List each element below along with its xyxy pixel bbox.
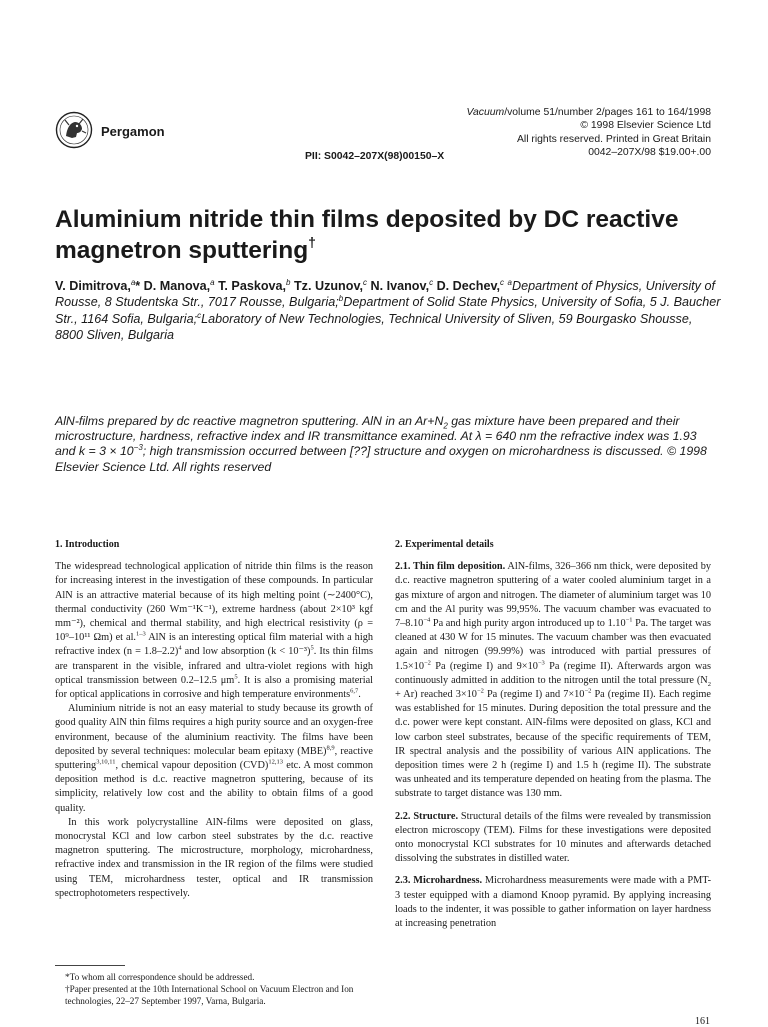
- paper-title-text: Aluminium nitride thin films deposited by DC reactive magnetron sputtering: [55, 206, 679, 264]
- section-heading-experimental: 2. Experimental details: [395, 539, 494, 550]
- paragraph-text: AlN is an interesting optical film material with a high refractive index (n = 1.8–2.2): [55, 632, 373, 658]
- citation-ref: 4: [178, 645, 182, 652]
- paragraph-text: . It is also a promising material for optical applications in corrosive and high temperature environments: [55, 674, 374, 701]
- exponent: −3: [537, 659, 545, 667]
- paragraph-text: , reactive sputtering: [55, 745, 373, 772]
- subsection-heading: 2.2. Structure.: [395, 810, 459, 822]
- footnote-divider: [55, 965, 125, 966]
- subscript: 2: [707, 680, 711, 688]
- paragraph-text: . Its thin films are transparent in the visible, infrared and ultra-violet regions with high optical transmission between 0.2–12.5 μm: [55, 646, 373, 686]
- rights-line: All rights reserved. Printed in Great Britain: [516, 133, 711, 145]
- paragraph-text: Pa (regime I) and 7×10: [483, 689, 585, 701]
- corresponding-mark: *: [135, 279, 141, 293]
- paragraph-text: Pa (regime II). Afterwards argon was continuously admitted in addition to the nitrogen until the total pressure (N: [395, 660, 711, 686]
- paragraph-text: The widespread technological application of nitride thin films is the reason for increasing interest in the investigation of these compounds. In particular AlN is an attractive material because of its high melting point (∼2400°C), thermal conductivity (260 Wm⁻¹K⁻¹), extreme hardness (about 2×10³ kgf mm⁻²), chemical and thermal stability, and high electrical resistivity (ρ = 10⁹–10¹¹ Ωm) et al.: [55, 561, 373, 644]
- author-affil-mark: a: [210, 277, 215, 287]
- paragraph-text: AlN-films, 326–366 nm thick, were deposited by d.c. reactive magnetron sputtering of a water cooled aluminium target in a gas mixture of argon and nitrogen. The diameter of aluminium target was 10 cm and the Al purity was 99,95%. The vacuum chamber was evacuated to 7–8.10: [395, 561, 712, 630]
- paragraph-text: Aluminium nitride is not an easy material to study because its growth of good quality AlN thin films requires a high purity source and an oxygen-free environment, because of the aluminium reactivity. The films have been deposited by several techniques: molecular beam epitaxy (MBE): [55, 703, 373, 757]
- abstract-text: gas mixture have been prepared and their microstructure, hardness, refractive index and IR transmittance examined. At λ = 640 nm the refractive index was 1.93 and k = 3 × 10: [55, 414, 697, 459]
- author-affil-mark: a: [130, 277, 136, 287]
- paragraph-text: Structural details of the films were revealed by transmission electron microscopy (TEM). Films for these investigations were deposited onto monocrystal KCl substrates for 10 minutes and afterwards detached dissolving the substrates in distilled water.: [395, 810, 712, 865]
- issn-line: 0042–207X/98 $19.00+.00: [588, 147, 711, 159]
- intro-paragraph-2: [55, 702, 373, 816]
- author-affil-mark: b: [286, 277, 291, 287]
- author-name: T. Paskova,: [214, 279, 287, 293]
- paragraph-text: Pa and high purity argon introduced up to 1.10: [430, 618, 626, 630]
- paragraph-text: + Ar) reached 3×10: [395, 689, 477, 701]
- footnote-correspondence: *To whom all correspondence should be addressed.: [65, 972, 255, 982]
- subsection-microhardness: [395, 874, 711, 931]
- exponent: −2: [423, 659, 431, 667]
- abstract-superscript: −3: [133, 443, 143, 453]
- affiliation-c: Laboratory of New Technologies, Technical University of Sliven, 59 Bourgasko Shousse, 8800 Sliven, Bulgaria: [55, 311, 693, 343]
- citation-ref: 5: [234, 673, 238, 681]
- citation-ref: 5: [310, 645, 314, 652]
- paper-title: [55, 204, 725, 266]
- left-column: [55, 538, 373, 901]
- section-heading-introduction: 1. Introduction: [55, 539, 120, 550]
- affiliation-mark: b: [338, 294, 344, 304]
- affiliation-mark: a: [507, 277, 512, 287]
- paragraph-text: .: [358, 689, 361, 701]
- exponent: −2: [584, 687, 592, 695]
- intro-paragraph-3: In this work polycrystalline AlN-films were deposited on glass, monocrystal KCl and low carbon steel substrates by the d.c. reactive magnetron sputtering. The microstructure, morphology, microhardness, refractive index and transmission in the IR region of the films were studied using TEM, microhardness tester, optical and IR transmission spectrophotometers respectively.: [55, 816, 373, 899]
- author-name: D. Manova,: [140, 279, 211, 293]
- affiliation-a: Department of Physics, University of Rousse, 8 Studentska Str., 7017 Rousse, Bulgaria;: [55, 279, 715, 310]
- title-footnote-mark: †: [308, 234, 316, 250]
- citation-ref: 3,10,11: [96, 758, 116, 766]
- footnotes: [55, 971, 375, 1007]
- journal-volume-pages: /volume 51/number 2/pages 161 to 164/1998: [504, 107, 711, 118]
- author-affil-mark: c: [363, 277, 368, 287]
- publisher-name: Pergamon: [101, 124, 165, 139]
- pergamon-logo-icon: [55, 111, 93, 149]
- pii-identifier: PII: S0042–207X(98)00150–X: [305, 151, 445, 162]
- exponent: −1: [625, 616, 633, 624]
- author-block: [55, 278, 721, 344]
- intro-paragraph-1: [55, 560, 373, 702]
- affiliation-b: Department of Solid State Physics, University of Sofia, 5 J. Baucher Str., 1164 Sofia, Bulgaria;: [55, 295, 721, 326]
- author-name: D. Dechev,: [433, 279, 501, 293]
- author-name: N. Ivanov,: [367, 279, 430, 293]
- journal-info: [466, 106, 711, 160]
- exponent: −2: [476, 687, 484, 695]
- citation-ref: 6,7: [350, 687, 359, 695]
- author-affil-mark: c: [429, 277, 434, 287]
- author-name: V. Dimitrova,: [55, 279, 131, 293]
- subsection-structure: [395, 810, 711, 867]
- abstract-text: AlN-films prepared by dc reactive magnetron sputtering. AlN in an Ar+N: [55, 414, 444, 428]
- citation-ref: 12,13: [268, 758, 283, 766]
- paragraph-text: Pa. The target was cleaned at 430 W for 15 minutes. The vacuum chamber was then evacuated again and nitrogen (99.99%) was introduced with partial pressures of 1.5×10: [395, 618, 711, 672]
- abstract-text: ; high transmission occurred between [??] structure and oxygen on microhardness is discussed. © 1998 Elsevier Science Ltd. All rights reserved: [55, 444, 707, 474]
- paragraph-text: , chemical vapour deposition (CVD): [115, 760, 269, 772]
- exponent: −4: [423, 616, 431, 624]
- subsection-heading: 2.1. Thin film deposition.: [395, 561, 506, 573]
- subsection-heading: 2.3. Microhardness.: [395, 875, 483, 887]
- footnote-conference: †Paper presented at the 10th International School on Vacuum Electron and Ion technologies, 22–27 September 1997, Varna, Bulgaria.: [65, 984, 354, 1006]
- paragraph-text: Pa (regime I) and 9×10: [430, 660, 538, 672]
- citation-ref: 1–3: [136, 630, 146, 638]
- citation-ref: 8,9: [326, 744, 335, 752]
- abstract: [55, 414, 719, 475]
- paragraph-text: Microhardness measurements were made with a PMT-3 tester equipped with a diamond Knoop pyramid. By applying increasing loads to the indenter, it was possible to gather information on layer hardness at increasing penetration: [395, 875, 711, 930]
- copyright-line: © 1998 Elsevier Science Ltd: [580, 120, 711, 132]
- affiliation-mark: c: [197, 310, 202, 320]
- paragraph-text: and low absorption (k < 10⁻³): [181, 646, 311, 658]
- abstract-subscript: 2: [443, 421, 448, 431]
- paragraph-text: etc. A most common deposition method is d.c. reactive magnetron sputtering, because of its simplicity, relatively low cost and the ability to obtain films of a good quality.: [55, 760, 373, 814]
- right-column: [395, 538, 711, 931]
- paragraph-text: Pa (regime II). Each regime was established for 15 minutes. During deposition the total pressure and the d.c. power were kept constant. AlN-films were deposited on glass, KCl and low carbon steel substrates, because of the specific requirements of TEM, IR spectral analysis and the possibility of various AlN applications. The deposition times were 2 h (regime I) and 1.5 h (regime II). The substrate was unheated and its temperature depended on heating from the plasma. The substrate to target distance was 130 mm.: [395, 689, 712, 800]
- page-number: 161: [695, 1016, 710, 1027]
- author-name: Tz. Uzunov,: [290, 279, 364, 293]
- author-affil-mark: c: [500, 277, 505, 287]
- subsection-thin-film-deposition: [395, 560, 711, 801]
- journal-title: Vacuum: [466, 107, 505, 118]
